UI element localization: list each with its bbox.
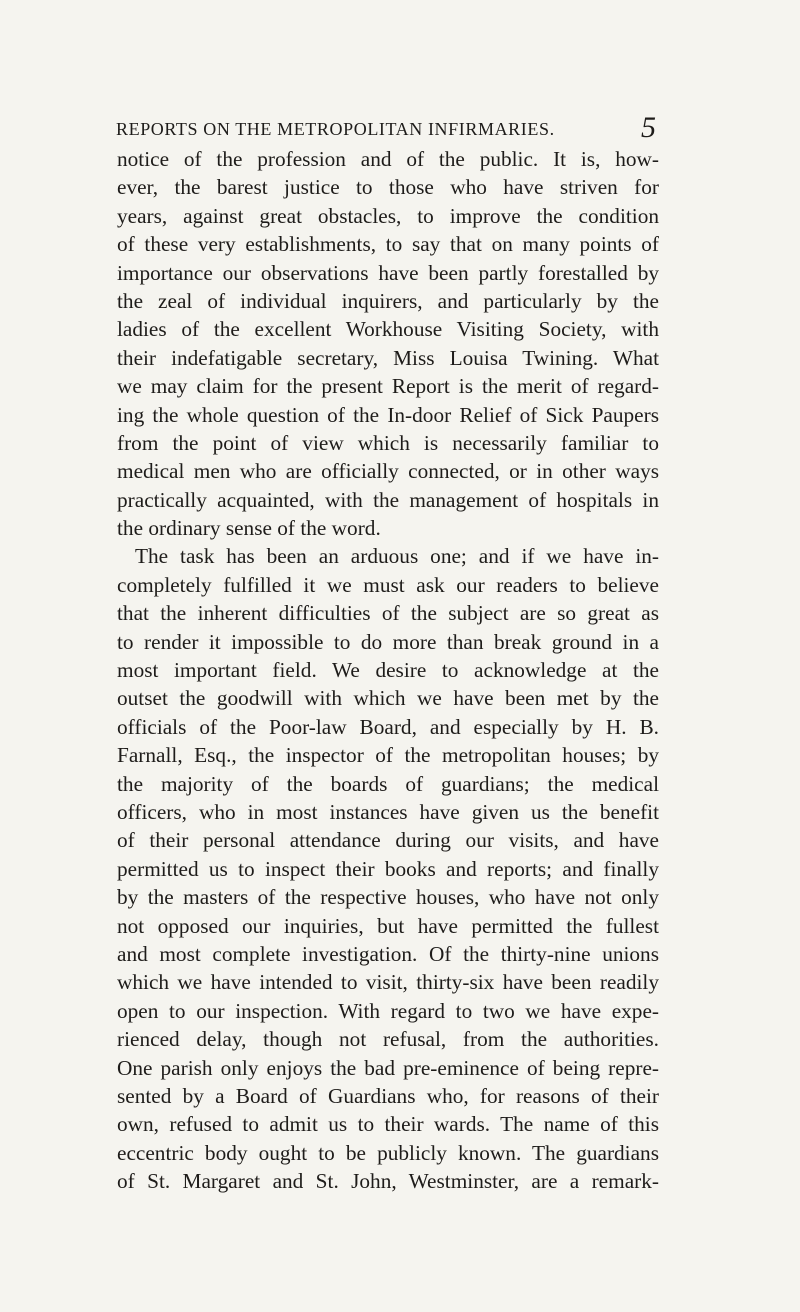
text-line: by the masters of the respective houses, who have not only <box>117 885 659 910</box>
text-line: eccentric body ought to be publicly known. The guardians <box>117 1140 659 1165</box>
text-line: ladies of the excellent Workhouse Visiting Society, with <box>117 317 659 342</box>
text-line: open to our inspection. With regard to two we have expe- <box>117 998 659 1023</box>
text-line: One parish only enjoys the bad pre-eminence of being repre- <box>117 1055 659 1080</box>
body-text <box>117 145 659 1195</box>
text-line: of their personal attendance during our visits, and have <box>117 828 659 853</box>
text-line: practically acquainted, with the management of hospitals in <box>117 487 659 512</box>
text-line: from the point of view which is necessarily familiar to <box>117 430 659 455</box>
text-line: not opposed our inquiries, but have permitted the fullest <box>117 913 659 938</box>
running-head <box>116 111 656 143</box>
text-line: notice of the profession and of the public. It is, how- <box>117 147 659 171</box>
text-line: outset the goodwill with which we have been met by the <box>117 686 659 711</box>
text-line: which we have intended to visit, thirty-six have been readily <box>117 970 659 995</box>
text-line: the majority of the boards of guardians; the medical <box>117 771 659 796</box>
text-line: the zeal of individual inquirers, and particularly by the <box>117 288 659 313</box>
text-line: permitted us to inspect their books and reports; and finally <box>117 856 659 881</box>
text-line: years, against great obstacles, to improve the condition <box>117 203 659 228</box>
text-line: importance our observations have been partly forestalled by <box>117 260 659 285</box>
text-line: Farnall, Esq., the inspector of the metropolitan houses; by <box>117 743 659 768</box>
text-line: to render it impossible to do more than break ground in a <box>117 629 659 654</box>
text-line: the ordinary sense of the word. <box>117 516 381 541</box>
text-line: sented by a Board of Guardians who, for reasons of their <box>117 1083 659 1108</box>
text-line: of these very establishments, to say that on many points of <box>117 232 659 257</box>
text-line: and most complete investigation. Of the thirty-nine unions <box>117 941 659 966</box>
text-line: rienced delay, though not refusal, from the authorities. <box>117 1027 659 1052</box>
text-line: ever, the barest justice to those who have striven for <box>117 175 659 200</box>
page-number: 5 <box>641 111 656 144</box>
text-line: of St. Margaret and St. John, Westminster, are a remark- <box>117 1169 659 1194</box>
text-line: own, refused to admit us to their wards. The name of this <box>117 1112 659 1137</box>
text-line: medical men who are officially connected, or in other ways <box>117 459 659 484</box>
text-line: we may claim for the present Report is the merit of regard- <box>117 374 659 399</box>
text-line: completely fulfilled it we must ask our readers to believe <box>117 572 659 597</box>
text-line: officers, who in most instances have given us the benefit <box>117 799 659 824</box>
running-title: REPORTS ON THE METROPOLITAN INFIRMARIES. <box>116 119 555 139</box>
text-line: officials of the Poor-law Board, and especially by H. B. <box>117 714 659 739</box>
text-line: ing the whole question of the In-door Relief of Sick Paupers <box>117 402 659 427</box>
text-line: that the inherent difficulties of the subject are so great as <box>117 601 659 626</box>
text-line: The task has been an arduous one; and if we have in- <box>135 544 659 569</box>
text-line: most important field. We desire to acknowledge at the <box>117 658 659 683</box>
text-line: their indefatigable secretary, Miss Louisa Twining. What <box>117 345 659 370</box>
